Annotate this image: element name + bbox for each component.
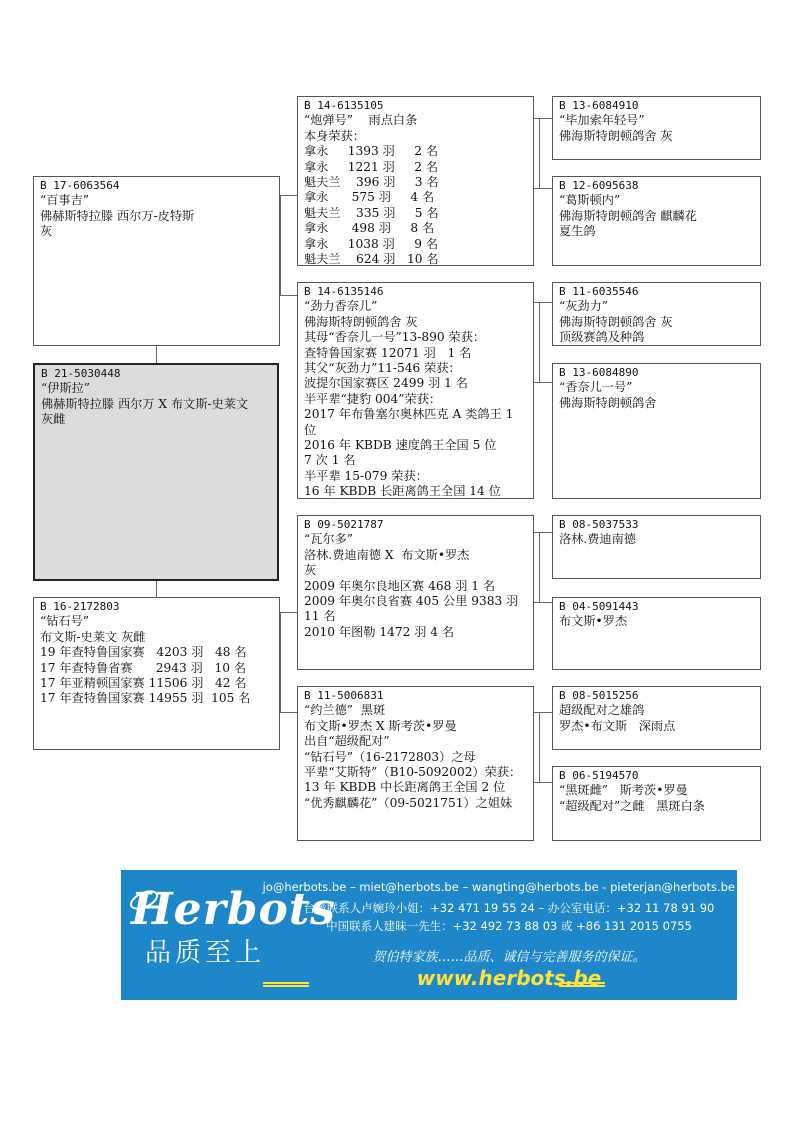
pedigree-line: 佛赫斯特拉滕 西尔万-皮特斯: [40, 208, 195, 223]
ring-number: B 11-5006831: [304, 689, 384, 702]
pedigree-line: 7 次 1 名: [304, 453, 356, 468]
pedigree-line: 洛林.费迪南德: [559, 532, 636, 547]
pedigree-line: 本身荣获：: [304, 128, 365, 143]
sire-sire-box: [297, 96, 534, 266]
subject-pigeon-box: [33, 363, 279, 581]
pedigree-line: “百事吉”: [40, 193, 90, 208]
pedigree-line: “劲力香奈儿”: [304, 299, 378, 314]
connector-line: [156, 580, 157, 598]
ring-number: B 11-6035546: [559, 285, 639, 298]
connector-line: [539, 302, 540, 382]
pedigree-line: 19 年查特鲁国家赛 4203 羽 48 名: [40, 645, 247, 660]
website-link[interactable]: www.herbots.be: [416, 966, 602, 990]
pedigree-line: “约兰德” 黑斑: [304, 703, 386, 718]
herbots-logo: Herbots: [131, 884, 336, 935]
dam-box: [33, 597, 280, 750]
ring-number: B 06-5194570: [559, 769, 639, 782]
dam-sire-box: [297, 515, 534, 670]
sire-sire-sire-box: [552, 96, 761, 160]
pedigree-line: 拿永 1221 羽 2 名: [304, 159, 439, 174]
connector-line: [533, 532, 552, 533]
pedigree-line: “黑斑雌” 斯考茨•罗曼: [559, 783, 688, 798]
pedigree-line: 17 年亚精顿国家赛 11506 羽 42 名: [40, 676, 247, 691]
pedigree-line: 2017 年布鲁塞尔奥林匹克 A 类鸽王 1 位: [304, 407, 518, 437]
pedigree-line: “优秀麒麟花”（09-5021751）之姐妹: [304, 795, 513, 810]
connector-line: [539, 532, 540, 602]
connector-line: [533, 118, 552, 119]
connector-line: [156, 346, 157, 364]
pedigree-line: 佛海斯特朗顿鸽舍 灰: [559, 314, 673, 329]
sire-sire-dam-box: [552, 176, 761, 266]
sire-box: [33, 176, 280, 346]
pedigree-line: 顶级赛鸽及种鸽: [559, 330, 645, 345]
taiwan-contact: 台湾联系人卢婉玲小姐：+32 471 19 55 24 – 办公室电话：+32 11 78 91 90: [303, 901, 715, 915]
ring-number: B 08-5037533: [559, 518, 639, 531]
pedigree-line: 平辈“艾斯特”（B10-5092002）荣获：: [304, 765, 522, 780]
dam-dam-sire-box: [552, 686, 761, 750]
connector-line: [533, 302, 552, 303]
sire-dam-box: [297, 282, 534, 499]
pedigree-line: 拿永 575 羽 4 名: [304, 190, 435, 205]
slogan: 贺伯特家族……品质、诚信与完善服务的保证。: [372, 950, 646, 965]
pedigree-line: 布文斯•罗杰: [559, 614, 628, 629]
pedigree-line: 罗杰•布文斯 深雨点: [559, 718, 676, 733]
connector-line: [533, 188, 552, 189]
dam-dam-dam-box: [552, 766, 761, 841]
pedigree-line: 布文斯•罗杰 X 斯考茨•罗曼: [304, 718, 457, 733]
dam-sire-sire-box: [552, 515, 761, 579]
connector-line: [280, 295, 298, 296]
pedigree-line: 灰: [40, 224, 53, 239]
pedigree-line: 魁夫兰 335 羽 5 名: [304, 205, 439, 220]
pedigree-line: 拿永 1393 羽 2 名: [304, 144, 439, 159]
pedigree-line: “葛斯顿内”: [559, 193, 621, 208]
pedigree-line: “钻石号”: [40, 614, 90, 629]
pedigree-line: 2010 年图勒 1472 羽 4 名: [304, 624, 455, 639]
connector-line: [280, 195, 298, 196]
ring-number: B 04-5091443: [559, 600, 639, 613]
pedigree-line: 出自“超级配对”: [304, 734, 390, 749]
ring-number: B 17-6063564: [40, 179, 120, 192]
pedigree-line: 佛海斯特朗顿鸽舍 灰: [559, 128, 673, 143]
pedigree-line: 拿永 1038 羽 9 名: [304, 236, 439, 251]
pedigree-line: 灰: [304, 563, 317, 578]
pedigree-line: 魁夫兰 396 羽 3 名: [304, 175, 439, 190]
pedigree-line: 魁夫兰 624 羽 10 名: [304, 252, 439, 266]
pedigree-line: “瓦尔多”: [304, 532, 354, 547]
decorative-dash-right: [559, 982, 605, 987]
pedigree-line: 查特鲁国家赛 12071 羽 1 名: [304, 345, 472, 360]
pedigree-line: 洛林.费迪南德 X 布文斯•罗杰: [304, 547, 470, 562]
pedigree-line: 13 年 KBDB 中长距离鸽王全国 2 位: [304, 780, 506, 795]
sire-dam-dam-box: [552, 363, 761, 499]
ring-number: B 16-2172803: [40, 600, 120, 613]
pedigree-line: “灰劲力”: [559, 299, 609, 314]
pedigree-line: 17 年查特鲁国家赛 14955 羽 105 名: [40, 691, 251, 706]
sire-dam-sire-box: [552, 282, 761, 346]
pedigree-line: 佛赫斯特拉滕 西尔万 X 布文斯-史莱文: [41, 396, 249, 411]
pedigree-line: 2009 年奥尔良省赛 405 公里 9383 羽 11 名: [304, 594, 523, 624]
dam-sire-dam-box: [552, 597, 761, 670]
pedigree-line: 17 年查特鲁省赛 2943 羽 10 名: [40, 660, 247, 675]
ring-number: B 14-6135146: [304, 285, 384, 298]
ring-number: B 21-5030448: [41, 367, 121, 380]
connector-line: [533, 602, 552, 603]
ring-number: B 09-5021787: [304, 518, 384, 531]
pedigree-line: 超级配对之雄鸽: [559, 703, 645, 718]
pedigree-line: 其母“香奈儿一号”13-890 荣获：: [304, 330, 486, 345]
pedigree-line: 半平辈“捷豹 004”荣获：: [304, 391, 442, 406]
connector-line: [533, 782, 552, 783]
pedigree-line: 其父“灰劲力”11-546 荣获：: [304, 361, 461, 376]
pedigree-line: “毕加索年轻号”: [559, 113, 645, 128]
connector-line: [280, 612, 298, 613]
ring-number: B 08-5015256: [559, 689, 639, 702]
pedigree-line: 16 年 KBDB 长距离鸽王全国 14 位: [304, 484, 501, 499]
ring-number: B 14-6135105: [304, 99, 384, 112]
pedigree-line: “超级配对”之雌 黑斑白条: [559, 798, 705, 813]
pedigree-line: 夏生鸽: [559, 224, 596, 239]
connector-line: [533, 382, 552, 383]
pedigree-line: 2016 年 KBDB 速度鸽王全国 5 位: [304, 438, 497, 453]
pedigree-line: 布文斯-史莱文 灰雌: [40, 629, 146, 644]
connector-line: [280, 195, 281, 295]
pedigree-line: 拿永 498 羽 8 名: [304, 221, 435, 236]
connector-line: [539, 118, 540, 188]
pedigree-line: “钻石号”（16-2172803）之母: [304, 749, 476, 764]
pedigree-line: 佛海斯特朗顿鸽舍 灰: [304, 314, 418, 329]
tagline: 品质至上: [145, 938, 266, 968]
connector-line: [280, 612, 281, 712]
ring-number: B 12-6095638: [559, 179, 639, 192]
dam-dam-box: [297, 686, 534, 841]
pedigree-line: “炮弹号” 雨点白条: [304, 113, 418, 128]
pedigree-line: 佛海斯特朗顿鸽舍: [559, 395, 657, 410]
contact-emails[interactable]: jo@herbots.be – miet@herbots.be – wangting@herbots.be - pieterjan@herbots.be: [262, 880, 735, 894]
pedigree-line: 波提尔国家赛区 2499 羽 1 名: [304, 376, 468, 391]
pedigree-line: “伊斯拉”: [41, 381, 91, 396]
pedigree-line: 佛海斯特朗顿鸽舍 麒麟花: [559, 208, 697, 223]
connector-line: [539, 712, 540, 782]
pedigree-line: 灰雌: [41, 412, 66, 427]
pedigree-line: 2009 年奥尔良地区赛 468 羽 1 名: [304, 578, 496, 593]
ring-number: B 13-6084910: [559, 99, 639, 112]
connector-line: [280, 712, 298, 713]
herbots-banner: [121, 870, 737, 1000]
pedigree-line: “香奈儿一号”: [559, 380, 633, 395]
ring-number: B 13-6084890: [559, 366, 639, 379]
china-contact: 中国联系人建昧一先生：+32 492 73 88 03 或 +86 131 2015 0755: [326, 919, 692, 933]
connector-line: [533, 712, 552, 713]
pedigree-line: 半平辈 15-079 荣获：: [304, 468, 428, 483]
